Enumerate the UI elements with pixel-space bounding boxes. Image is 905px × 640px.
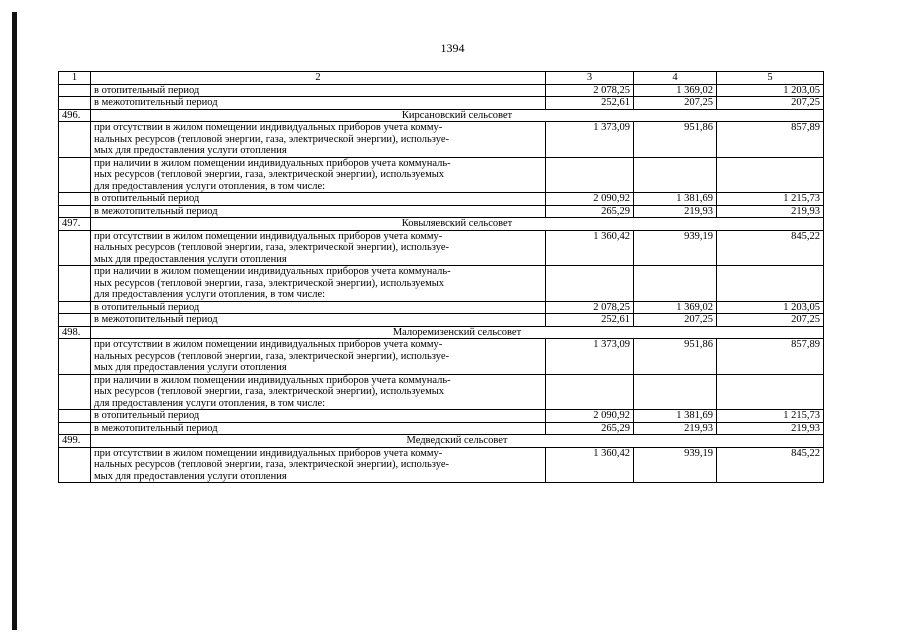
value-col3 (546, 157, 634, 193)
row-label (91, 339, 546, 375)
value-col3: 2 078,25 (546, 84, 634, 97)
section-row (59, 435, 824, 448)
value-col3: 1 373,09 (546, 339, 634, 375)
row-number-cell (59, 301, 91, 314)
row-number-cell (59, 84, 91, 97)
row-number-cell (59, 157, 91, 193)
table-row (59, 122, 824, 158)
row-number-cell (59, 422, 91, 435)
value-col4 (634, 157, 717, 193)
label-line: для предоставления услуги отопления, в том числе: (94, 289, 326, 300)
value-col4: 939,19 (634, 230, 717, 266)
value-col4: 219,93 (634, 422, 717, 435)
row-number-cell (59, 122, 91, 158)
value-col5: 219,93 (717, 205, 824, 218)
section-title: Медведский сельсовет (91, 435, 824, 448)
label-line: нальных ресурсов (тепловой энергии, газа, электрической энергии), используе- (94, 350, 449, 362)
value-col4: 1 381,69 (634, 193, 717, 206)
label-line: при наличии в жилом помещении индивидуальных приборов учета коммуналь- (94, 266, 451, 277)
table-row (59, 193, 824, 206)
label-line: при отсутствии в жилом помещении индивидуальных приборов учета комму- (94, 122, 443, 133)
column-header: 3 (546, 72, 634, 85)
value-col3: 1 360,42 (546, 447, 634, 483)
table-row (59, 374, 824, 410)
label-line: мых для предоставления услуги отопления (94, 470, 287, 482)
value-col4 (634, 374, 717, 410)
label-line: ных ресурсов (тепловой энергии, газа, электрической энергии), используемых (94, 169, 445, 180)
value-col4: 207,25 (634, 97, 717, 110)
value-col5: 845,22 (717, 230, 824, 266)
section-row (59, 218, 824, 231)
section-number: 496. (59, 109, 91, 122)
label-line: при отсутствии в жилом помещении индивидуальных приборов учета комму- (94, 447, 443, 459)
label-line: для предоставления услуги отопления, в том числе: (94, 180, 326, 192)
label-line: при наличии в жилом помещении индивидуальных приборов учета коммуналь- (94, 374, 451, 386)
value-col4: 1 369,02 (634, 301, 717, 314)
row-label: в отопительный период (91, 84, 546, 97)
section-title: Малоремизенский сельсовет (91, 326, 824, 339)
section-row (59, 326, 824, 339)
row-number-cell (59, 266, 91, 302)
value-col5 (717, 157, 824, 193)
row-number-cell (59, 314, 91, 327)
row-label (91, 157, 546, 193)
value-col4: 951,86 (634, 339, 717, 375)
value-col4: 219,93 (634, 205, 717, 218)
row-label: в межотопительный период (91, 422, 546, 435)
label-line: мых для предоставления услуги отопления (94, 362, 287, 373)
table-row (59, 230, 824, 266)
table-row (59, 157, 824, 193)
row-label: в отопительный период (91, 301, 546, 314)
table-row (59, 314, 824, 327)
column-header: 5 (717, 72, 824, 85)
value-col5: 1 215,73 (717, 410, 824, 423)
row-label (91, 266, 546, 302)
row-label (91, 447, 546, 483)
table-row (59, 422, 824, 435)
value-col4 (634, 266, 717, 302)
row-label (91, 230, 546, 266)
value-col3: 2 078,25 (546, 301, 634, 314)
row-label: в межотопительный период (91, 97, 546, 110)
label-line: мых для предоставления услуги отопления (94, 145, 287, 156)
row-label: в отопительный период (91, 193, 546, 206)
value-col5: 207,25 (717, 314, 824, 327)
label-line: при наличии в жилом помещении индивидуальных приборов учета коммуналь- (94, 157, 451, 169)
value-col3: 2 090,92 (546, 193, 634, 206)
label-line: мых для предоставления услуги отопления (94, 253, 287, 265)
label-line: при отсутствии в жилом помещении индивидуальных приборов учета комму- (94, 339, 443, 350)
value-col4: 1 369,02 (634, 84, 717, 97)
row-number-cell (59, 193, 91, 206)
section-title: Кирсановский сельсовет (91, 109, 824, 122)
value-col5: 845,22 (717, 447, 824, 483)
table-row (59, 410, 824, 423)
column-header: 2 (91, 72, 546, 85)
value-col4: 939,19 (634, 447, 717, 483)
value-col3: 1 373,09 (546, 122, 634, 158)
row-number-cell (59, 374, 91, 410)
value-col3: 252,61 (546, 314, 634, 327)
table-row (59, 84, 824, 97)
value-col3: 252,61 (546, 97, 634, 110)
row-number-cell (59, 339, 91, 375)
label-line: нальных ресурсов (тепловой энергии, газа, электрической энергии), используе- (94, 242, 449, 253)
label-line: ных ресурсов (тепловой энергии, газа, электрической энергии), используемых (94, 386, 445, 397)
column-header: 4 (634, 72, 717, 85)
column-header: 1 (59, 72, 91, 85)
row-label: в отопительный период (91, 410, 546, 423)
value-col5: 219,93 (717, 422, 824, 435)
row-number-cell (59, 205, 91, 218)
column-header-row (59, 72, 824, 85)
table-row (59, 266, 824, 302)
label-line: ных ресурсов (тепловой энергии, газа, электрической энергии), используемых (94, 277, 445, 289)
tariff-table (58, 71, 824, 483)
value-col5: 1 215,73 (717, 193, 824, 206)
row-number-cell (59, 230, 91, 266)
label-line: при отсутствии в жилом помещении индивидуальных приборов учета комму- (94, 230, 443, 242)
value-col5: 1 203,05 (717, 84, 824, 97)
value-col4: 951,86 (634, 122, 717, 158)
value-col5: 207,25 (717, 97, 824, 110)
value-col4: 1 381,69 (634, 410, 717, 423)
section-number: 498. (59, 326, 91, 339)
value-col3: 265,29 (546, 205, 634, 218)
binding-bar (12, 12, 17, 630)
value-col3: 1 360,42 (546, 230, 634, 266)
table-body (59, 72, 824, 483)
value-col5: 1 203,05 (717, 301, 824, 314)
value-col3 (546, 374, 634, 410)
value-col5 (717, 266, 824, 302)
page-number: 1394 (440, 41, 465, 55)
row-label (91, 374, 546, 410)
table-row (59, 97, 824, 110)
row-number-cell (59, 410, 91, 423)
section-title: Ковыляевский сельсовет (91, 218, 824, 231)
table-row (59, 447, 824, 483)
value-col3: 265,29 (546, 422, 634, 435)
table-row (59, 339, 824, 375)
section-number: 497. (59, 218, 91, 231)
section-row (59, 109, 824, 122)
row-label (91, 122, 546, 158)
label-line: для предоставления услуги отопления, в том числе: (94, 397, 326, 409)
value-col4: 207,25 (634, 314, 717, 327)
row-label: в межотопительный период (91, 205, 546, 218)
table-row (59, 301, 824, 314)
value-col5: 857,89 (717, 339, 824, 375)
value-col5 (717, 374, 824, 410)
value-col3 (546, 266, 634, 302)
label-line: нальных ресурсов (тепловой энергии, газа, электрической энергии), используе- (94, 459, 449, 470)
row-number-cell (59, 97, 91, 110)
row-label: в межотопительный период (91, 314, 546, 327)
section-number: 499. (59, 435, 91, 448)
value-col3: 2 090,92 (546, 410, 634, 423)
table-row (59, 205, 824, 218)
label-line: нальных ресурсов (тепловой энергии, газа, электрической энергии), используе- (94, 133, 449, 145)
value-col5: 857,89 (717, 122, 824, 158)
row-number-cell (59, 447, 91, 483)
